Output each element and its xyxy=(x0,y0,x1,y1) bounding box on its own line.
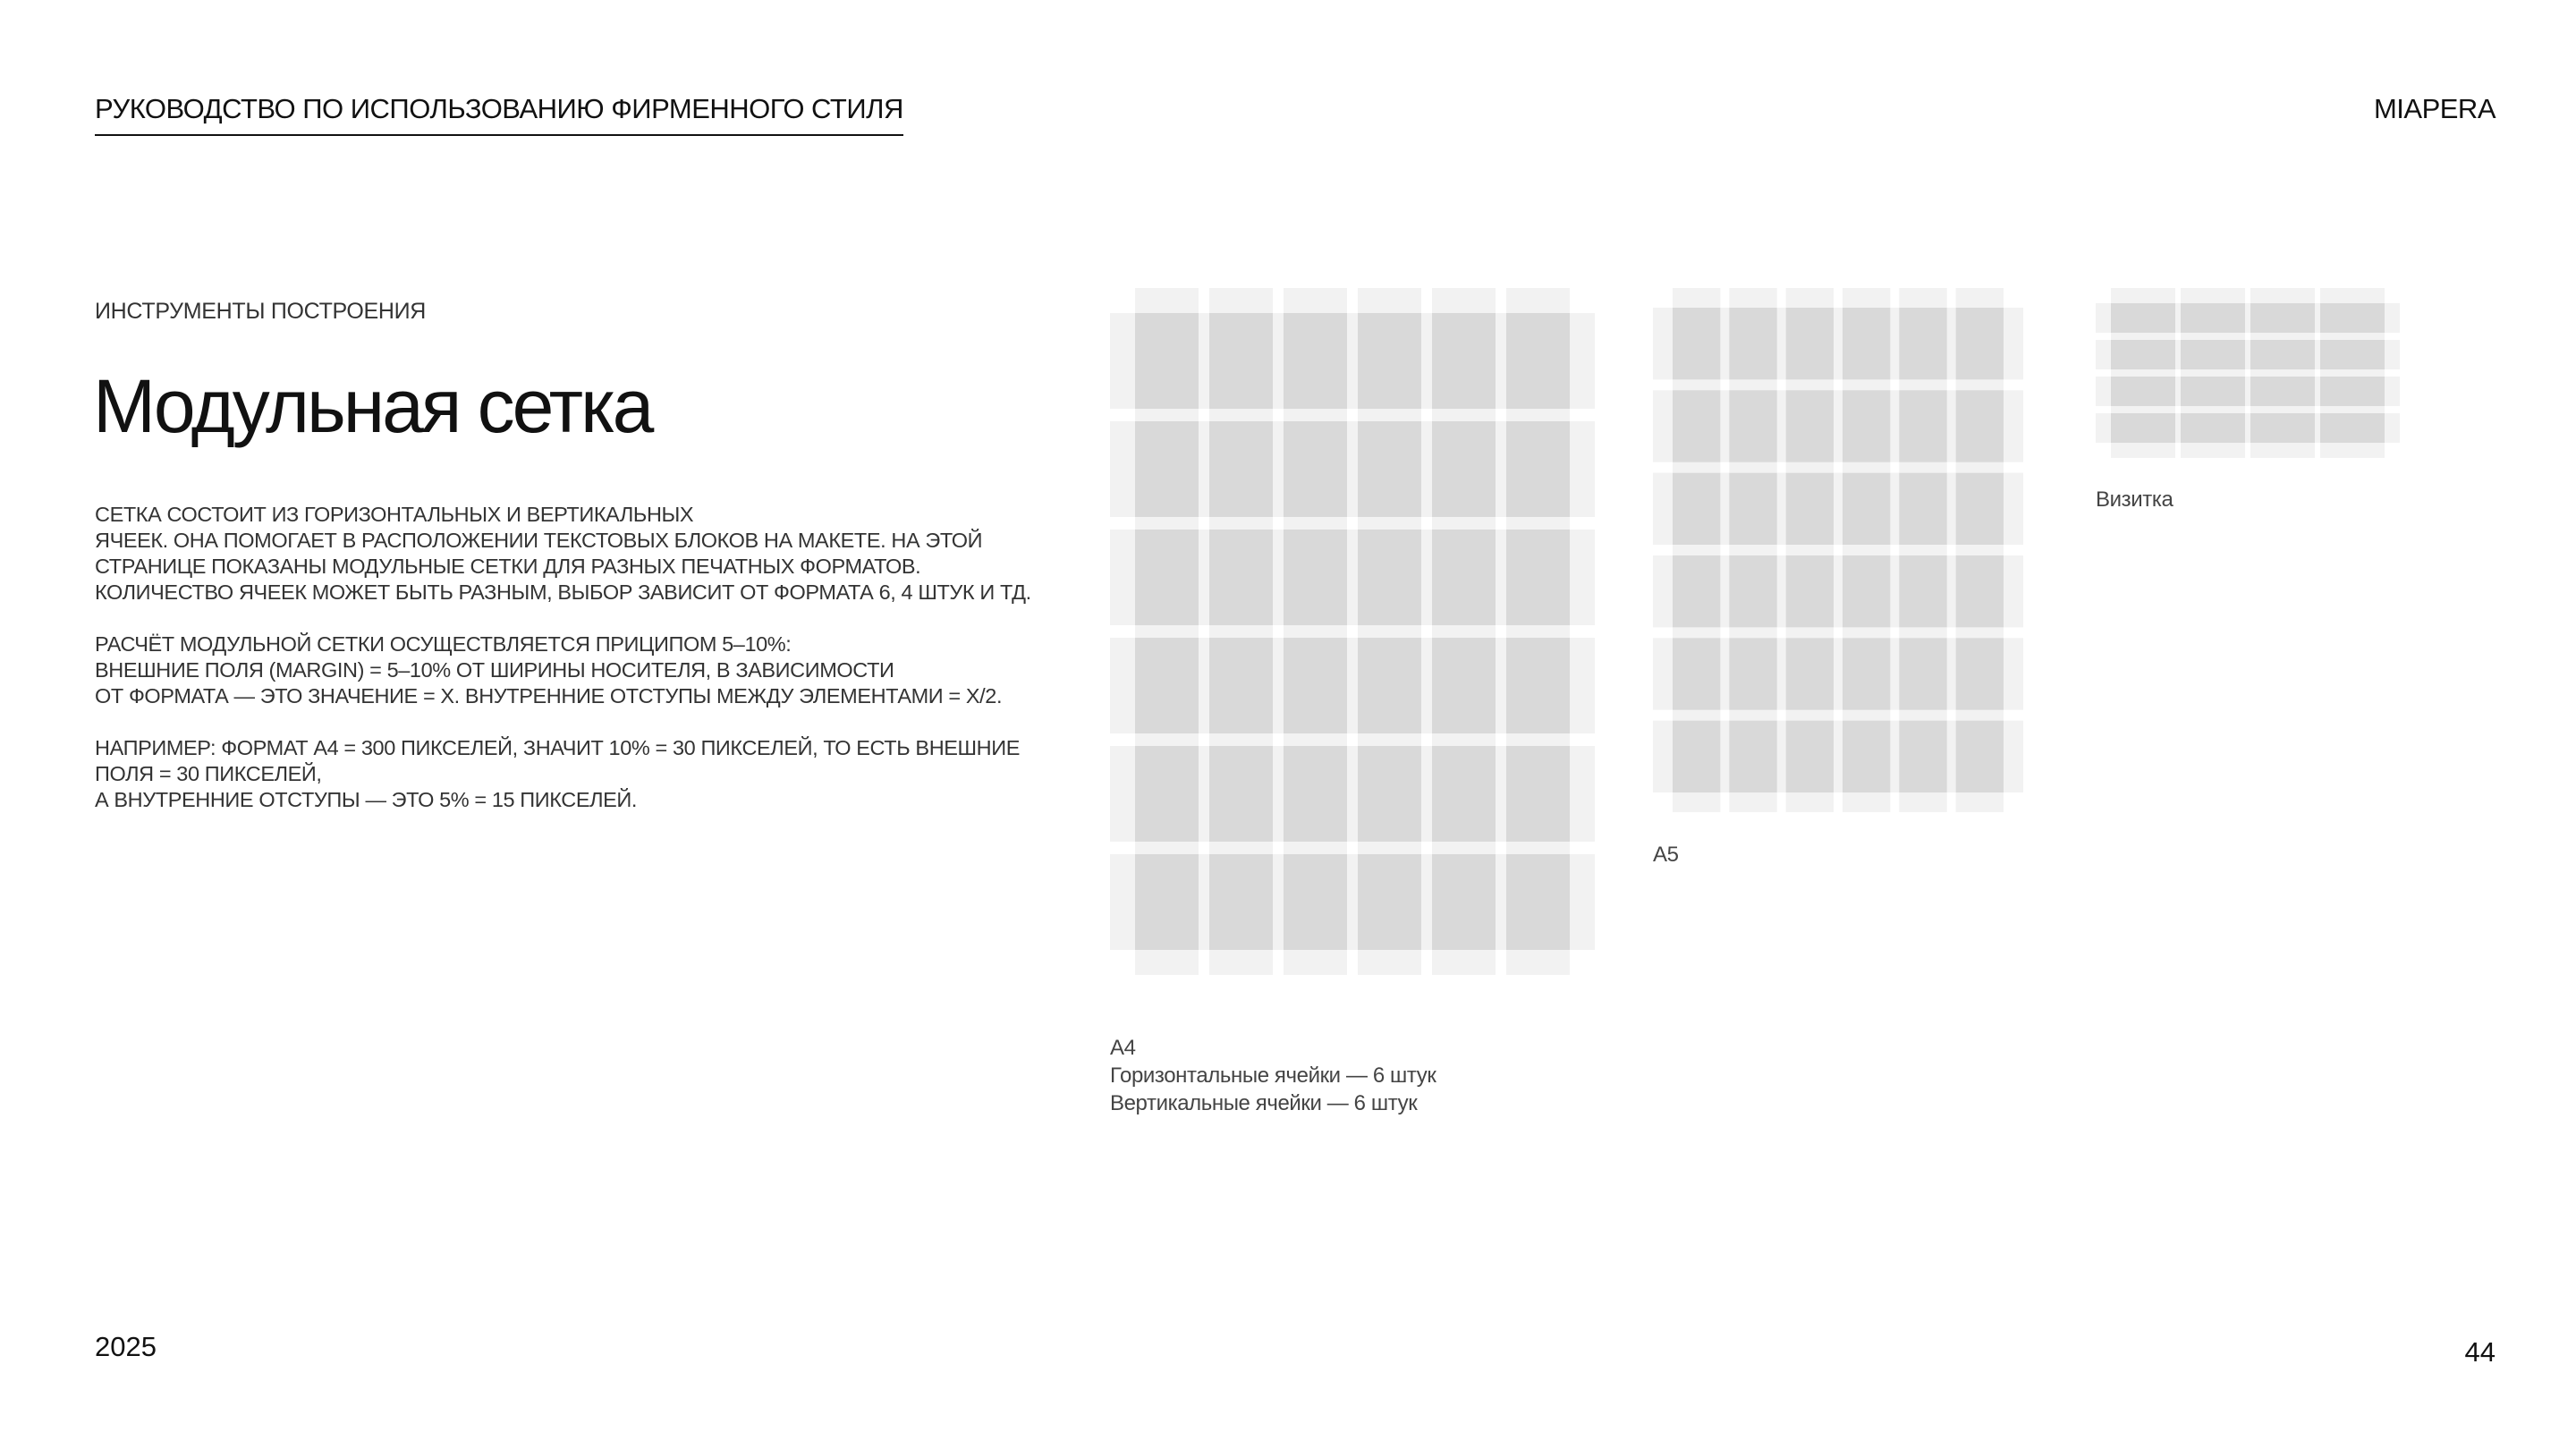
a5-cell xyxy=(1899,473,1946,545)
a5-cell xyxy=(1956,308,2004,379)
a5-cell xyxy=(1673,555,1720,627)
a4-cell xyxy=(1135,530,1199,625)
a4-cell xyxy=(1506,313,1570,409)
card-cell xyxy=(2111,303,2175,333)
a4-cell xyxy=(1358,313,1421,409)
a5-cell xyxy=(1899,638,1946,709)
a5-cell xyxy=(1786,308,1834,379)
a5-cell xyxy=(1673,473,1720,545)
a4-cell xyxy=(1284,421,1347,517)
a5-cell xyxy=(1786,473,1834,545)
a4-cell xyxy=(1209,313,1273,409)
a5-cell xyxy=(1956,555,2004,627)
card-cell xyxy=(2111,340,2175,369)
a5-grid xyxy=(1653,288,2023,812)
a5-cell xyxy=(1899,390,1946,462)
a5-cell xyxy=(1956,721,2004,792)
a4-grid-graphic xyxy=(1110,288,1595,975)
a4-cell xyxy=(1506,638,1570,733)
a5-cell xyxy=(1729,638,1776,709)
a5-cell xyxy=(1729,555,1776,627)
a5-cell xyxy=(1786,638,1834,709)
card-cell xyxy=(2111,413,2175,443)
card-cell xyxy=(2181,340,2245,369)
a4-cell xyxy=(1135,313,1199,409)
a5-cell xyxy=(1956,473,2004,545)
a4-cell xyxy=(1358,746,1421,842)
a5-cell xyxy=(1843,555,1890,627)
a4-cell xyxy=(1358,638,1421,733)
a4-cell xyxy=(1135,854,1199,950)
a4-cell xyxy=(1506,854,1570,950)
a5-cell xyxy=(1673,390,1720,462)
a4-caption xyxy=(1110,1034,1436,1117)
a5-cell xyxy=(1843,473,1890,545)
card-cell xyxy=(2250,413,2315,443)
document-title: РУКОВОДСТВО ПО ИСПОЛЬЗОВАНИЮ ФИРМЕННОГО СТИЛЯ xyxy=(95,93,903,136)
business-card-grid xyxy=(2096,288,2400,458)
a4-cell xyxy=(1135,638,1199,733)
a5-cell xyxy=(1786,721,1834,792)
a5-cell xyxy=(1899,555,1946,627)
a5-cell xyxy=(1673,638,1720,709)
a5-cell xyxy=(1843,390,1890,462)
a4-cell xyxy=(1432,854,1496,950)
page-number: 44 xyxy=(2464,1336,2496,1368)
a4-cell xyxy=(1209,530,1273,625)
body-text xyxy=(95,502,1079,839)
a4-cell xyxy=(1284,313,1347,409)
page-heading: Модульная сетка xyxy=(93,364,652,448)
a5-cell xyxy=(1843,308,1890,379)
a4-cell xyxy=(1358,421,1421,517)
section-label: ИНСТРУМЕНТЫ ПОСТРОЕНИЯ xyxy=(95,299,427,324)
card-cell xyxy=(2111,377,2175,406)
a5-cell xyxy=(1729,308,1776,379)
card-cell xyxy=(2181,413,2245,443)
a4-caption-horizontal: Горизонтальные ячейки — 6 штук xyxy=(1110,1063,1436,1088)
a5-cell xyxy=(1899,308,1946,379)
footer-year: 2025 xyxy=(95,1331,157,1362)
paragraph-grid-description: СЕТКА СОСТОИТ ИЗ ГОРИЗОНТАЛЬНЫХ И ВЕРТИКАЛЬНЫХ ЯЧЕЕК. ОНА ПОМОГАЕТ В РАСПОЛОЖЕНИИ ТЕКСТОВЫХ БЛОКОВ НА МАКЕТЕ. НА ЭТОЙ СТРАНИЦЕ ПОКАЗАНЫ МОДУЛЬНЫЕ СЕТКИ ДЛЯ РАЗНЫХ ПЕЧАТНЫХ ФОРМАТОВ. КОЛИЧЕСТВО ЯЧЕЕК МОЖЕТ БЫТЬ РАЗНЫМ, ВЫБОР ЗАВИСИТ ОТ ФОРМАТА 6, 4 ШТУК И ТД. xyxy=(95,503,1031,604)
card-cell xyxy=(2320,413,2385,443)
a5-cell xyxy=(1729,473,1776,545)
a5-grid-graphic xyxy=(1653,288,2023,812)
card-cell xyxy=(2250,303,2315,333)
a4-cell xyxy=(1506,530,1570,625)
a4-cell xyxy=(1358,854,1421,950)
a4-cell xyxy=(1209,746,1273,842)
a5-cell xyxy=(1729,721,1776,792)
a4-cell xyxy=(1284,638,1347,733)
a5-cell xyxy=(1956,390,2004,462)
a5-cell xyxy=(1843,638,1890,709)
a4-cell xyxy=(1506,421,1570,517)
a5-cell xyxy=(1786,555,1834,627)
a4-cell xyxy=(1284,746,1347,842)
card-cell xyxy=(2181,303,2245,333)
a5-cell xyxy=(1956,638,2004,709)
a5-cell xyxy=(1729,390,1776,462)
paragraph-example: НАПРИМЕР: ФОРМАТ А4 = 300 ПИКСЕЛЕЙ, ЗНАЧИТ 10% = 30 ПИКСЕЛЕЙ, ТО ЕСТЬ ВНЕШНИЕ ПОЛЯ = 30 ПИКСЕЛЕЙ, А ВНУТРЕННИЕ ОТСТУПЫ — ЭТО 5% = 15 ПИКСЕЛЕЙ. xyxy=(95,736,1021,811)
a4-cell xyxy=(1209,638,1273,733)
paragraph-calculation: РАСЧЁТ МОДУЛЬНОЙ СЕТКИ ОСУЩЕСТВЛЯЕТСЯ ПРИЦИПОМ 5–10%: ВНЕШНИЕ ПОЛЯ (MARGIN) = 5–10% ОТ ШИРИНЫ НОСИТЕЛЯ, В ЗАВИСИМОСТИ ОТ ФОРМАТА — ЭТО ЗНАЧЕНИЕ = X. ВНУТРЕННИЕ ОТСТУПЫ МЕЖДУ ЭЛЕМЕНТАМИ = X/2. xyxy=(95,632,1003,708)
a4-cell xyxy=(1506,746,1570,842)
a4-cell xyxy=(1432,313,1496,409)
a5-caption: А5 xyxy=(1653,843,1679,867)
a4-cell xyxy=(1358,530,1421,625)
card-cell xyxy=(2320,340,2385,369)
a4-caption-vertical: Вертикальные ячейки — 6 штук xyxy=(1110,1091,1418,1115)
a5-cell xyxy=(1673,721,1720,792)
a5-cell xyxy=(1786,390,1834,462)
card-cell xyxy=(2181,377,2245,406)
a4-cell xyxy=(1432,530,1496,625)
business-card-caption: Визитка xyxy=(2096,487,2174,512)
a4-cell xyxy=(1209,421,1273,517)
card-cell xyxy=(2250,377,2315,406)
a4-grid xyxy=(1110,288,1595,975)
a4-caption-name: А4 xyxy=(1110,1036,1136,1060)
card-cell xyxy=(2320,303,2385,333)
brand-name: MIAPERA xyxy=(2373,93,2496,124)
a5-cell xyxy=(1899,721,1946,792)
a4-cell xyxy=(1209,854,1273,950)
a4-cell xyxy=(1135,746,1199,842)
card-cell xyxy=(2250,340,2315,369)
a4-cell xyxy=(1284,530,1347,625)
card-cell xyxy=(2320,377,2385,406)
a5-cell xyxy=(1843,721,1890,792)
a4-cell xyxy=(1432,746,1496,842)
business-card-grid-graphic xyxy=(2096,288,2400,458)
a4-cell xyxy=(1432,638,1496,733)
a5-cell xyxy=(1673,308,1720,379)
a4-cell xyxy=(1432,421,1496,517)
a4-cell xyxy=(1284,854,1347,950)
a4-cell xyxy=(1135,421,1199,517)
